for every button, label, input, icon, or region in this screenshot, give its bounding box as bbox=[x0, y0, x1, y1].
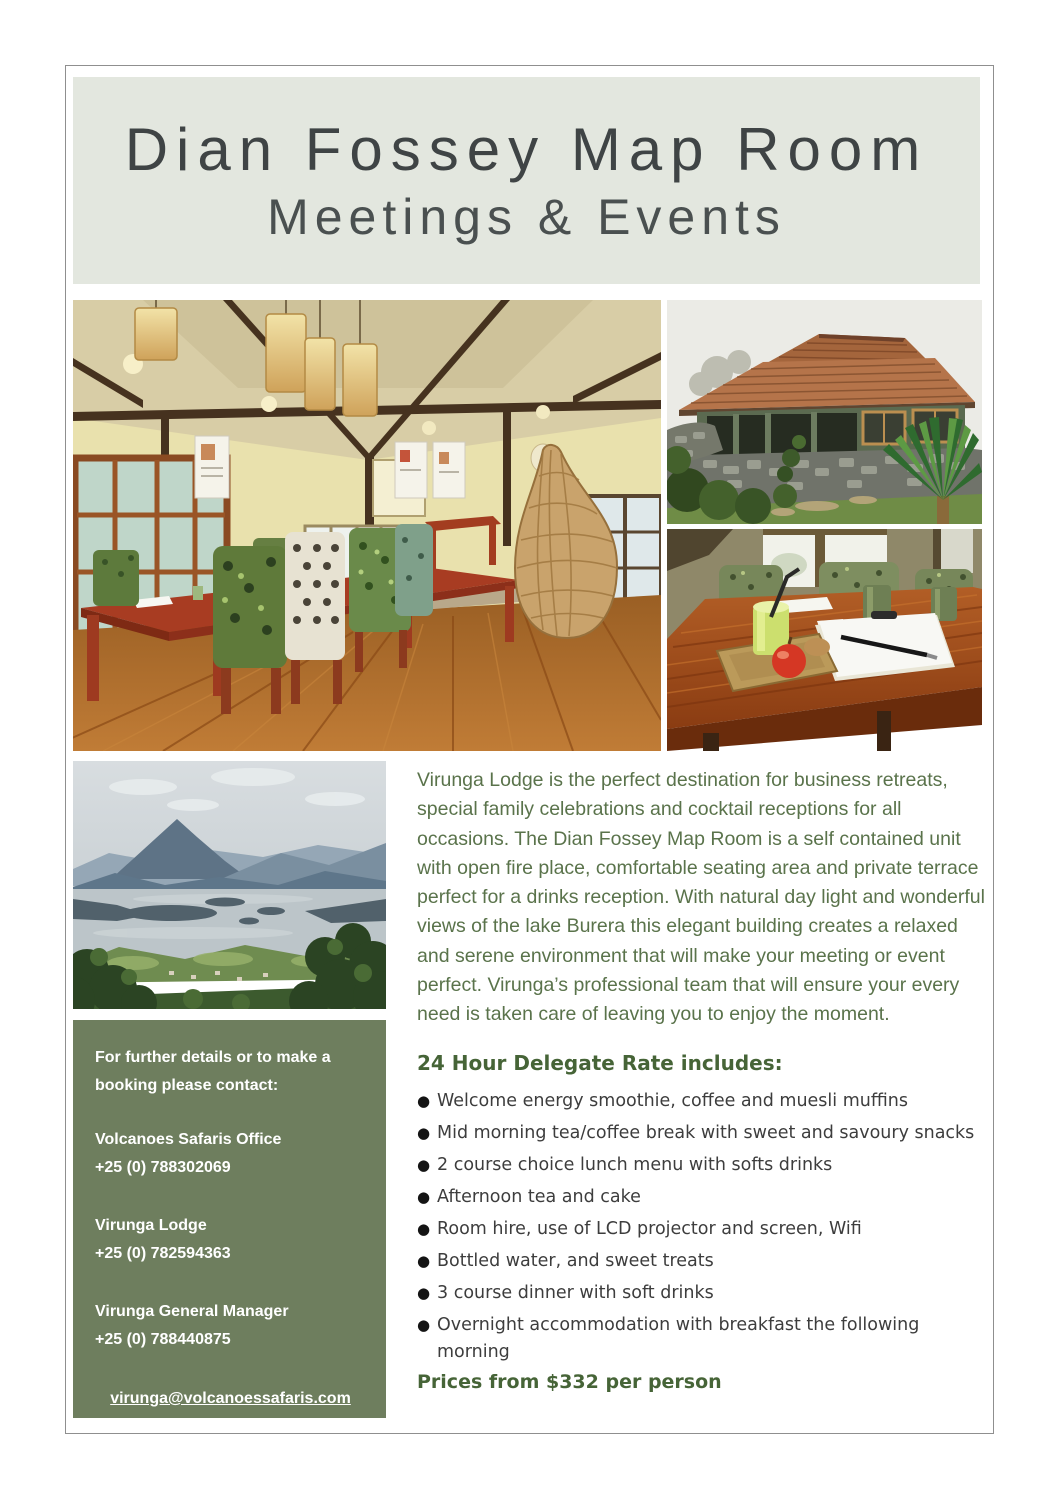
bullet-icon: ● bbox=[417, 1251, 431, 1270]
bullet-icon: ● bbox=[417, 1123, 431, 1142]
rate-list-item bbox=[417, 1152, 989, 1179]
contact-entry-name: Volcanoes Safaris Office bbox=[95, 1131, 282, 1148]
photo-lake-burera-view bbox=[73, 761, 386, 1009]
rate-list-item bbox=[417, 1088, 989, 1115]
rate-list-item bbox=[417, 1312, 989, 1366]
contact-entry-name: Virunga General Manager bbox=[95, 1303, 289, 1320]
bullet-icon: ● bbox=[417, 1219, 431, 1238]
rate-list-item bbox=[417, 1184, 989, 1211]
rate-item-text: Welcome energy smoothie, coffee and muesli muffins bbox=[437, 1090, 908, 1111]
contact-entries bbox=[95, 1126, 366, 1354]
bullet-icon: ● bbox=[417, 1155, 431, 1174]
contact-entry-phone: +25 (0) 788302069 bbox=[95, 1159, 231, 1176]
document-frame bbox=[65, 65, 994, 1437]
page-title: Dian Fossey Map Room bbox=[124, 116, 929, 183]
rate-item-text: Mid morning tea/coffee break with sweet and savoury snacks bbox=[437, 1122, 975, 1143]
page-subtitle: Meetings & Events bbox=[267, 189, 786, 245]
rate-list-item bbox=[417, 1120, 989, 1147]
price-line: Prices from $332 per person bbox=[417, 1370, 722, 1393]
contact-intro: For further details or to make a booking please contact: bbox=[95, 1049, 331, 1094]
contact-entry-phone: +25 (0) 788440875 bbox=[95, 1331, 231, 1348]
rate-item-text: 2 course choice lunch menu with softs drinks bbox=[437, 1154, 833, 1175]
masthead bbox=[73, 77, 980, 284]
photo-meeting-table bbox=[667, 529, 982, 751]
rate-item-text: 3 course dinner with soft drinks bbox=[437, 1282, 714, 1303]
website-link[interactable]: www.volcanoessafaris.com bbox=[126, 1420, 335, 1437]
body-copy bbox=[417, 766, 989, 1393]
email-link[interactable]: virunga@volcanoessafaris.com bbox=[110, 1390, 351, 1407]
rate-item-text: Bottled water, and sweet treats bbox=[437, 1250, 714, 1271]
contact-box bbox=[73, 1020, 386, 1437]
bullet-icon: ● bbox=[417, 1091, 431, 1110]
contact-entry-name: Virunga Lodge bbox=[95, 1217, 207, 1234]
rate-list-item bbox=[417, 1280, 989, 1307]
rate-item-text: Room hire, use of LCD projector and screen, Wifi bbox=[437, 1218, 862, 1239]
contact-entry-phone: +25 (0) 782594363 bbox=[95, 1245, 231, 1262]
photo-lodge-exterior bbox=[667, 300, 982, 524]
delegate-rate-list bbox=[417, 1088, 989, 1366]
map-room-interior-illustration bbox=[73, 300, 661, 751]
rate-item-text: Afternoon tea and cake bbox=[437, 1186, 641, 1207]
intro-paragraph: Virunga Lodge is the perfect destination for business retreats, special family celebrations and cocktail receptions for all occasions. The Dian Fossey Map Room is a self contained unit with open fire place, comfortable seating area and private terrace perfect for a drinks reception. With natural day light and wonderful views of the lake Burera this elegant building creates a relaxed and serene environment that will make your meeting or event perfect. Virunga’s professional team that will ensure your every need is taken care of leaving you to enjoy the moment. bbox=[417, 769, 985, 1026]
rate-list-item bbox=[417, 1248, 989, 1275]
photo-map-room-interior bbox=[73, 300, 661, 751]
contact-entry bbox=[95, 1212, 366, 1268]
delegate-rate-heading: 24 Hour Delegate Rate includes: bbox=[417, 1050, 783, 1075]
lake-view-illustration bbox=[73, 761, 386, 1009]
rate-list-item bbox=[417, 1216, 989, 1243]
meeting-table-illustration bbox=[667, 529, 982, 751]
rate-item-text: Overnight accommodation with breakfast the following morning bbox=[437, 1314, 920, 1362]
bullet-icon: ● bbox=[417, 1283, 431, 1302]
bullet-icon: ● bbox=[417, 1315, 431, 1334]
bullet-icon: ● bbox=[417, 1187, 431, 1206]
contact-entry bbox=[95, 1298, 366, 1354]
contact-entry bbox=[95, 1126, 366, 1182]
contact-links bbox=[95, 1384, 366, 1444]
lodge-exterior-illustration bbox=[667, 300, 982, 524]
